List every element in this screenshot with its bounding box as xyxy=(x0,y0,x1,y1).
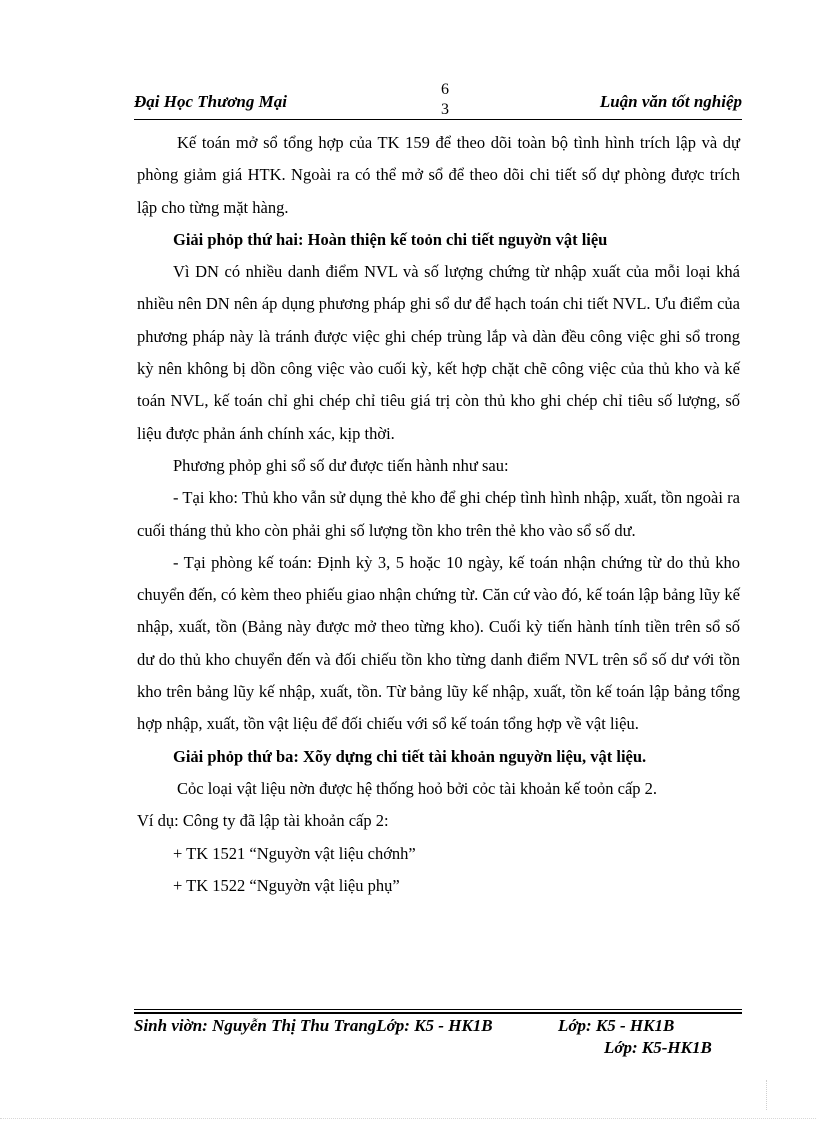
heading-solution-three: Giải phỏp thứ ba: Xõy dựng chi tiết tài khoản nguyờn liệu, vật liệu. xyxy=(173,746,647,766)
page-number: 6 3 xyxy=(441,81,449,116)
footer-rule-thick xyxy=(134,1012,742,1014)
footer-class-2: Lớp: K5-HK1B xyxy=(604,1038,712,1057)
paragraph-at-warehouse: - Tại kho: Thủ kho vẫn sử dụng thẻ kho để ghi chép tình hình nhập, xuất, tồn ngoài ra cuối tháng thủ kho còn phải ghi số lượng tồn kho trên thẻ kho vào sổ số dư. xyxy=(137,488,740,540)
corner-crop-mark xyxy=(766,1080,797,1110)
header-thesis-title: Luận văn tốt nghiệp xyxy=(599,92,742,111)
footer-rule-thin xyxy=(134,1009,742,1010)
paragraph-method-intro: Phương phỏp ghi sổ số dư được tiến hành như sau: xyxy=(173,455,509,475)
header-rule xyxy=(134,119,742,120)
header-university: Đại Học Thương Mại xyxy=(134,92,287,111)
document-body xyxy=(137,127,740,902)
heading-solution-two: Giải phỏp thứ hai: Hoàn thiện kế toỏn chi tiết nguyờn vật liệu xyxy=(173,229,608,249)
paragraph-example: Ví dụ: Công ty đã lập tài khoản cấp 2: xyxy=(137,811,389,831)
paragraph-nvl-method: Vì DN có nhiều danh điểm NVL và số lượng chứng từ nhập xuất của mỗi loại khá nhiều nên DN nên áp dụng phương pháp ghi sổ dư để hạch toán chi tiết NVL. Ưu điểm của phương pháp này là tránh được việc ghi chép trùng lắp và dàn đều công việc ghi sổ trong kỳ nên không bị dồn công việc vào cuối kỳ, kết hợp chặt chẽ công việc của thủ kho và kế toán NVL, kế toán chỉ ghi chép chỉ tiêu giá trị còn thủ kho ghi chép chỉ tiêu số lượng, số liệu được phản ánh chính xác, kịp thời. xyxy=(137,262,740,443)
paragraph-provision: Kế toán mở sổ tổng hợp của TK 159 để theo dõi toàn bộ tình hình trích lập và dự phòng giảm giá HTK. Ngoài ra có thể mở sổ để theo dõi chi tiết số dự phòng được trích lập cho từng mặt hàng. xyxy=(137,133,740,217)
footer-class-1: Lớp: K5 - HK1B xyxy=(558,1016,675,1035)
paragraph-at-accounting: - Tại phòng kế toán: Định kỳ 3, 5 hoặc 10 ngày, kế toán nhận chứng từ do thủ kho chuyển đến, có kèm theo phiếu giao nhận chứng từ. Căn cứ vào đó, kế toán lập bảng lũy kế nhập, xuất, tồn (Bảng này được mở theo từng kho). Cuối kỳ tiến hành tính tiền trên sổ số dư do thủ kho chuyển đến và đối chiếu tồn kho từng danh điểm NVL trên sổ số dư với tồn kho trên bảng lũy kế nhập, xuất, tồn. Từ bảng lũy kế nhập, xuất, tồn kế toán lập bảng tổng hợp nhập, xuất, tồn vật liệu để đối chiếu với sổ kế toán tổng hợp về vật liệu. xyxy=(137,552,740,734)
list-item-tk1521: + TK 1521 “Nguyờn vật liệu chớnh” xyxy=(173,843,416,863)
paragraph-accounts: Cỏc loại vật liệu nờn được hệ thống hoỏ bởi cỏc tài khoản kế toỏn cấp 2. xyxy=(177,778,658,798)
list-item-tk1522: + TK 1522 “Nguyờn vật liệu phụ” xyxy=(173,875,400,895)
page-header xyxy=(134,80,742,120)
footer-student: Sinh viờn: Nguyễn Thị Thu TrangLớp: K5 - HK1B xyxy=(134,1016,493,1035)
page-bottom-border xyxy=(0,1118,816,1119)
